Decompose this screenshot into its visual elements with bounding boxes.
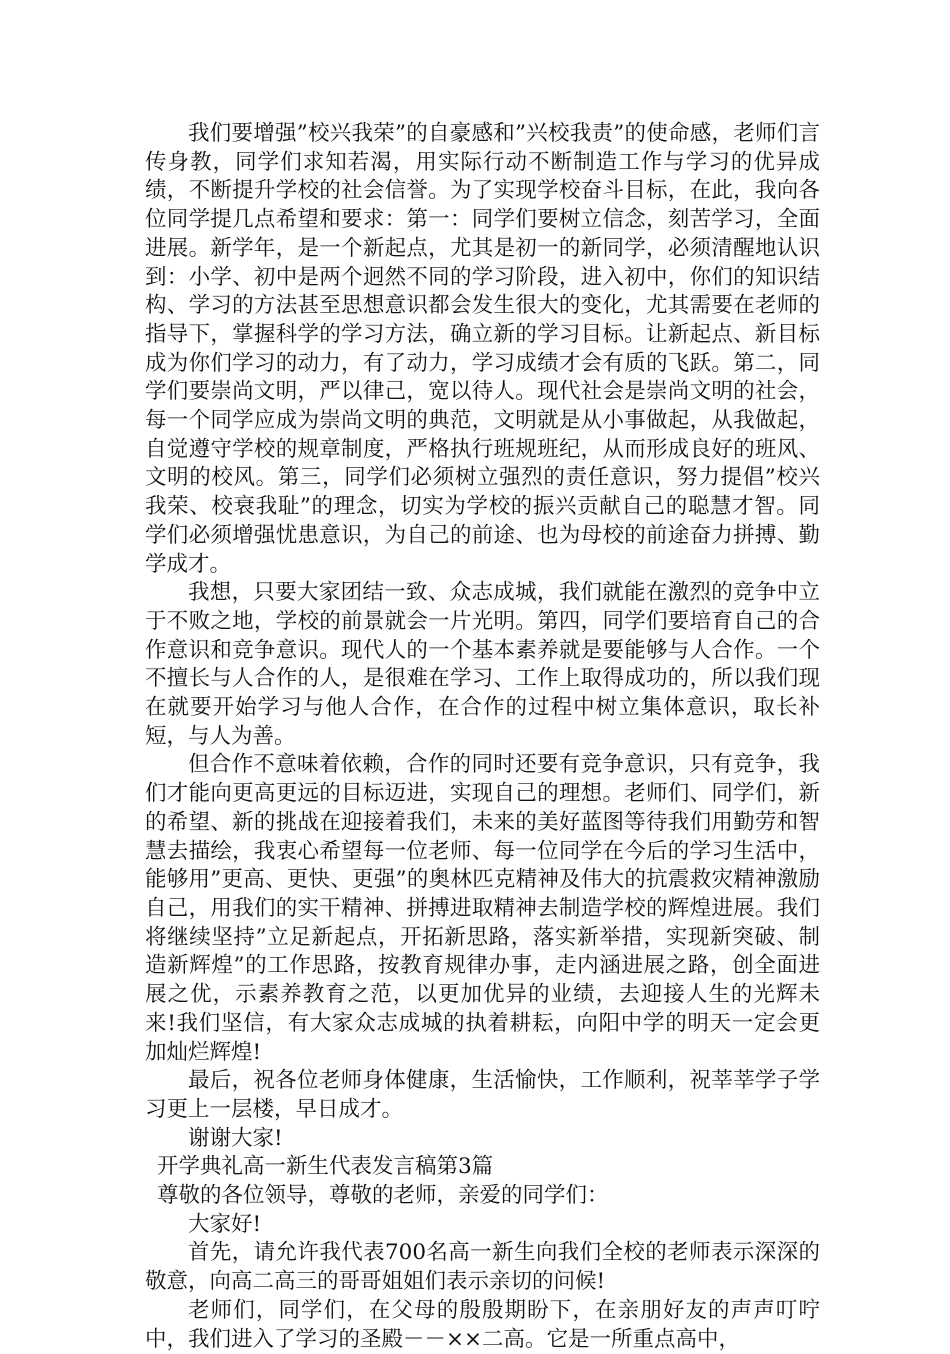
salutation: 尊敬的各位领导，尊敬的老师，亲爱的同学们： — [157, 1183, 609, 1209]
paragraph-thanks: 谢谢大家! — [188, 1125, 283, 1151]
paragraph-competition: 但合作不意味着依赖，合作的同时还要有竞争意识，只有竞争，我们才能向更高更远的目标迈进，实现自己的理想。老师们、同学们，新的希望、新的挑战在迎接着我们，未来的美好蓝图等待我们用勤劳和智慧去描绘，我衷心希望每一位老师、每一位同学在今后的学习生活中，能够用”更高、更快、更强”的奥林匹克精神及伟大的抗震救灾精神激励自己，用我们的实干精神、拼搏进取精神去制造学校的辉煌进展。我们将继续坚持”立足新起点，开拓新思路，落实新举措，实现新突破、制造新辉煌”的工作思路，按教育规律办事，走内涵进展之路，创全面进展之优，示素养教育之范，以更加优异的业绩，去迎接人生的光辉未来!我们坚信，有大家众志成城的执着耕耘，向阳中学的明天一定会更加灿烂辉煌! — [145, 752, 820, 1065]
document-body — [145, 120, 820, 1354]
section-title: 开学典礼高一新生代表发言稿第3篇 — [157, 1154, 494, 1180]
paragraph-school-pride: 我们要增强”校兴我荣”的自豪感和”兴校我责”的使命感，老师们言传身教，同学们求知若渴，用实际行动不断制造工作与学习的优异成绩，不断提升学校的社会信誉。为了实现学校奋斗目标，在此，我向各位同学提几点希望和要求：第一：同学们要树立信念，刻苦学习，全面进展。新学年，是一个新起点，尤其是初一的新同学，必须清醒地认识到：小学、初中是两个迥然不同的学习阶段，进入初中，你们的知识结构、学习的方法甚至思想意识都会发生很大的变化，尤其需要在老师的指导下，掌握科学的学习方法，确立新的学习目标。让新起点、新目标成为你们学习的动力，有了动力，学习成绩才会有质的飞跃。第二，同学们要崇尚文明，严以律己，宽以待人。现代社会是崇尚文明的社会，每一个同学应成为崇尚文明的典范，文明就是从小事做起，从我做起，自觉遵守学校的规章制度，严格执行班规班纪，从而形成良好的班风、文明的校风。第三，同学们必须树立强烈的责任意识，努力提倡”校兴我荣、校衰我耻”的理念，切实为学校的振兴贡献自己的聪慧才智。同学们必须增强忧患意识，为自己的前途、也为母校的前途奋力拼搏、勤学成才。 — [145, 121, 820, 577]
paragraph-blessing: 最后，祝各位老师身体健康，生活愉快，工作顺利，祝莘莘学子学习更上一层楼，早日成才。 — [145, 1068, 820, 1122]
paragraph-entering-school: 老师们，同学们，在父母的殷殷期盼下，在亲朋好友的声声叮咛中，我们进入了学习的圣殿－－××二高。它是一所重点高中， — [145, 1297, 820, 1352]
paragraph-respect: 首先，请允许我代表700名高一新生向我们全校的老师表示深深的敬意，向高二高三的哥哥姐姐们表示亲切的问候! — [145, 1240, 820, 1295]
paragraph-greeting: 大家好! — [188, 1211, 262, 1237]
paragraph-cooperation: 我想，只要大家团结一致、众志成城，我们就能在激烈的竞争中立于不败之地，学校的前景就会一片光明。第四，同学们要培育自己的合作意识和竞争意识。现代人的一个基本素养就是要能够与人合作。一个不擅长与人合作的人，是很难在学习、工作上取得成功的，所以我们现在就要开始学习与他人合作，在合作的过程中树立集体意识，取长补短，与人为善。 — [145, 580, 820, 749]
